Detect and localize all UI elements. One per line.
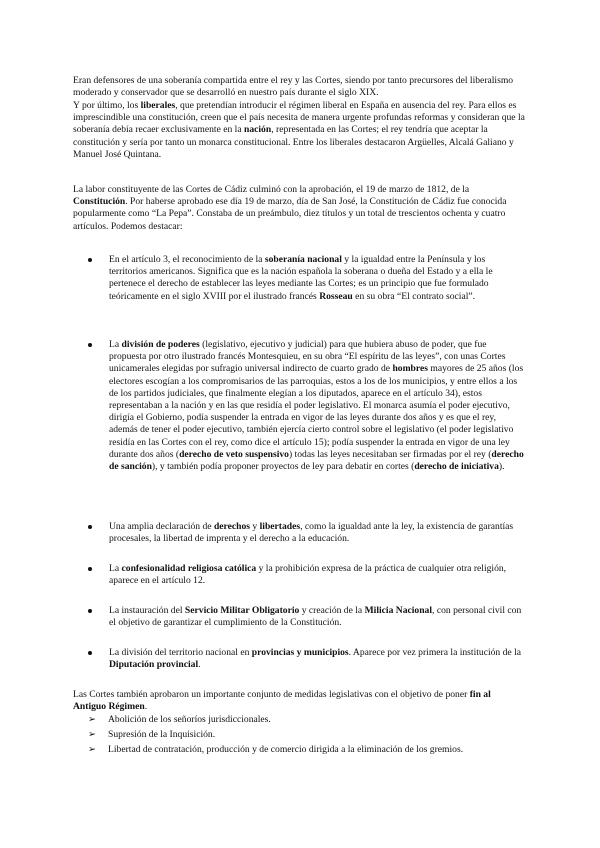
text-run: ).	[498, 461, 505, 473]
bold-term: derecho de veto suspensivo	[179, 448, 289, 460]
arrow-bullet-icon: ➢	[88, 714, 97, 725]
text-run: La	[109, 339, 122, 350]
paragraph-liberales	[73, 100, 525, 161]
text-run: ), y también podía proponer proyectos de ley para debatir en cortes (	[151, 461, 415, 473]
paragraph-moderados	[73, 75, 525, 99]
measure-text: Supresión de la Inquisición.	[108, 729, 216, 740]
text-run: Y por último, los	[73, 100, 141, 111]
text-run: Una amplia declaración de	[109, 521, 214, 532]
text-run: .	[198, 659, 201, 671]
bold-term: Constitución	[73, 196, 126, 208]
text-run: en su obra “El contrato social”.	[352, 290, 476, 302]
text-run: y la igualdad entre la Península y los territorios americanos. Significa que es la nación española la soberana o dueña del Estado y a ella le pertenece el derecho de establecer las leyes mediante las Cortes; es un principio que fue formulado teóricamente en el siglo XVIII por el ilustrado francés	[109, 254, 493, 302]
text-run: La instauración del	[109, 605, 185, 616]
bold-term: liberales	[140, 100, 176, 111]
bold-term: confesionalidad religiosa católica	[121, 563, 257, 574]
bold-term: derecho de iniciativa	[414, 461, 499, 473]
text-run: Eran defensores de una soberanía compartida entre el rey y las Cortes, siendo por tanto precursores del liberalismo moderado y conservador que se desarrolló en nuestro país durante el siglo XIX.	[73, 75, 514, 99]
text-run: La división del territorio nacional en	[109, 647, 252, 658]
text-run: y creación de la	[299, 605, 365, 616]
text-run: Las Cortes también aprobaron un importante conjunto de medidas legislativas con el objetivo de poner	[73, 689, 470, 700]
bold-term: Milicia Nacional	[364, 605, 433, 616]
text-run: La labor constituyente de las Cortes de Cádiz culminó con la aprobación, el 19 de marzo de 1812, de la	[73, 184, 470, 195]
bold-term: libertades	[259, 521, 301, 532]
bullet-icon	[88, 651, 92, 655]
measure-text: Abolición de los señoríos jurisdiccionales.	[108, 714, 271, 725]
bullet-icon	[88, 258, 92, 262]
bold-term: soberanía nacional	[264, 254, 342, 265]
bold-term: Servicio Militar Obligatorio	[184, 605, 300, 616]
text-run: , como la igualdad ante la ley, la existencia de garantías procesales, la libertad de imprenta y el derecho a la educación.	[109, 521, 514, 545]
bullet-text-division-territorial	[109, 647, 525, 671]
paragraph-constitucion	[73, 184, 525, 233]
bullet-text-confesionalidad	[109, 563, 525, 587]
bullet-icon	[88, 525, 92, 529]
bold-term: derecho de sanción	[109, 448, 524, 473]
text-run: mayores de 25 años (los electores escogían a los compromisarios de las parroquias, estos a los de los municipios, y entre ellos a los de los partidos judiciales, que finalmente elegían a los diputados, aparece en el artículo 34), estos representaban a la nación y en las que residía el poder legislativo. El monarca asumía el poder ejecutivo, dirigía el Gobierno, podía suspender la entrada en vigor de las leyes durante dos años y es que el rey, además de tener el poder ejecutivo, también ejercía cierto control sobre el legislativo (el poder legislativo residía en las Cortes con el rey, como dice el artículo 15); podía suspender la entrada en vigor de una ley durante dos años (	[109, 363, 524, 460]
bullet-icon	[88, 343, 92, 347]
text-run: ) todas las leyes necesitaban ser firmadas por el rey (	[288, 448, 492, 460]
text-run: , que pretendían introducir el régimen liberal en España en ausencia del rey. Para ellos es imprescindible una constitución, creen que el país necesita de manera urgente profundas reformas y consideran que la soberanía debía recaer exclusivamente en la	[73, 100, 525, 136]
text-run: .	[144, 701, 148, 713]
text-run: y	[250, 521, 260, 532]
bullet-text-division-poderes	[109, 339, 525, 473]
arrow-bullet-icon: ➢	[88, 744, 97, 755]
bold-term: derechos	[213, 521, 251, 532]
text-run: . Por haberse aprobado ese día 19 de marzo, día de San José, la Constitución de Cádiz fue conocida popularmente como “La Pepa”. Constaba de un preámbulo, diez títulos y un total de trescientos ochenta y cuatro artículos. Podemos destacar:	[73, 196, 507, 232]
bold-term: fin al Antiguo Régimen	[73, 689, 491, 713]
text-run: . Aparece por vez primera la institución de la	[348, 647, 522, 658]
text-run: En el artículo 3, el reconocimiento de la	[109, 254, 265, 265]
bold-term: división de poderes	[121, 339, 200, 350]
bold-term: hombres	[392, 363, 428, 375]
bullet-icon	[88, 567, 92, 571]
bullet-icon	[88, 609, 92, 613]
arrow-bullet-icon: ➢	[88, 729, 97, 740]
text-run: La	[109, 563, 122, 574]
paragraph-medidas	[73, 689, 525, 713]
text-run: y la prohibición expresa de la práctica de cualquier otra religión, aparece en el artículo 12.	[109, 563, 507, 587]
text-run: , con personal civil con el objetivo de garantizar el cumplimiento de la Constitución.	[109, 605, 522, 629]
bullet-text-derechos	[109, 521, 525, 545]
measure-text: Libertad de contratación, producción y de comercio dirigida a la eliminación de los gremios.	[108, 744, 464, 755]
text-run: , representada en las Cortes; el rey tendría que aceptar la constitución y sería por tanto un monarca constitucional. Entre los liberales destacaron Argüelles, Alcalá Galiano y Manuel José Quintana.	[73, 124, 514, 160]
bullet-text-servicio-militar	[109, 605, 525, 629]
bold-term: provincias y municipios	[251, 647, 349, 658]
bold-term: Diputación provincial	[109, 659, 199, 671]
bullet-text-soberania	[109, 254, 525, 303]
bold-term: nación	[244, 124, 272, 136]
text-run: (legislativo, ejecutivo y judicial) para que hubiera abuso de poder, que fue propuesta por otro ilustrado francés Montesquieu, en su obra “El espíritu de las leyes”, con unas Cortes unicamerales elegidas por sufragio universal indirecto de cuarto grado de	[109, 339, 506, 375]
bold-term: Rosseau	[319, 290, 353, 302]
